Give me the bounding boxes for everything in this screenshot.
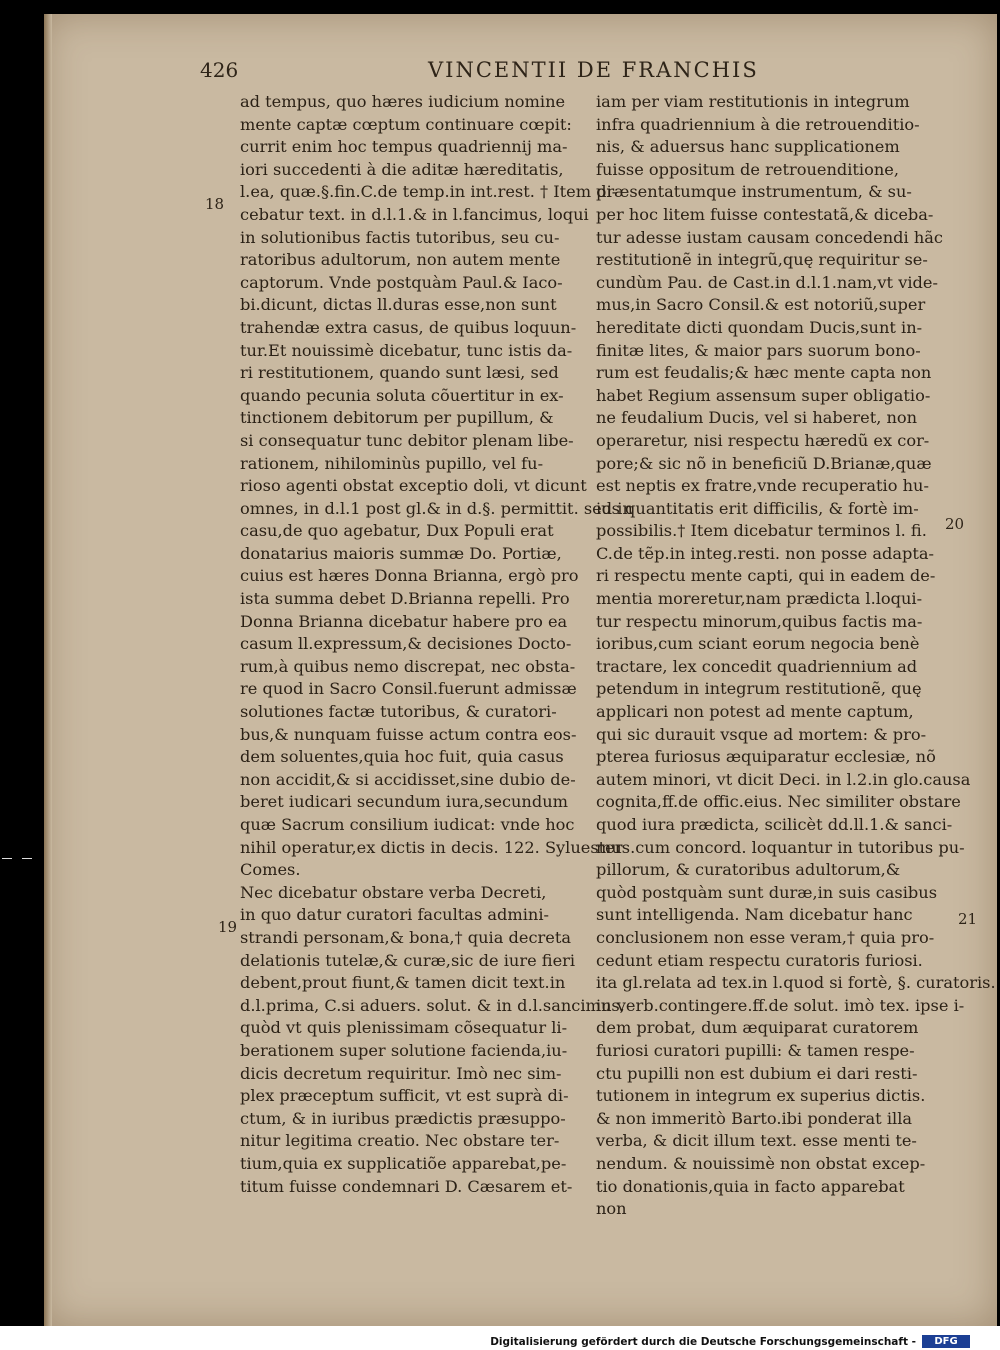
text-line: titum fuisse condemnari D. Cæsarem et- <box>240 1176 573 1196</box>
text-line: omnes, in d.l.1 post gl.& in d.§. permittit. sed in <box>240 498 633 518</box>
text-line: ita gl.relata ad tex.in l.quod si fortè, §. curatoris. <box>596 973 996 993</box>
text-line: tur adesse iustam causam concedendi hãc <box>596 227 943 247</box>
text-line: tur respectu minorum,quibus factis ma- <box>596 611 923 631</box>
text-line: restitutionẽ in integrũ,quę requiritur se- <box>596 250 928 270</box>
text-line: est neptis ex fratre,vnde recuperatio hu- <box>596 476 929 496</box>
text-line: non <box>596 1199 627 1219</box>
text-line: tinctionem debitorum per pupillum, & <box>240 408 554 428</box>
text-line: casu,de quo agebatur, Dux Populi erat <box>240 521 554 541</box>
text-line: finitæ lites, & maior pars suorum bono- <box>596 340 921 360</box>
text-line: d.l.prima, C.si aduers. solut. & in d.l.sancimus, <box>240 995 625 1015</box>
text-line: tutionem in integrum ex superius dictis. <box>596 1086 926 1106</box>
text-line: in solutionibus factis tutoribus, seu cu- <box>240 227 560 247</box>
text-line: cundùm Pau. de Cast.in d.l.1.nam,vt vide- <box>596 272 938 292</box>
running-title: VINCENTII DE FRANCHIS <box>428 58 759 82</box>
text-line: ne feudalium Ducis, vel si haberet, non <box>596 408 918 428</box>
text-line: sunt intelligenda. Nam dicebatur hanc <box>596 905 913 925</box>
text-line: pore;& sic nõ in beneficiũ D.Brianæ,quæ <box>596 453 932 473</box>
text-line: mentia moreretur,nam prædicta l.loqui- <box>596 589 923 609</box>
text-line: currit enim hoc tempus quadriennij ma- <box>240 137 568 157</box>
text-line: cognita,ff.de offic.eius. Nec similiter obstare <box>596 792 961 812</box>
text-line: cedunt etiam respectu curatoris furiosi. <box>596 950 923 970</box>
text-line: hereditate dicti quondam Ducis,sunt in- <box>596 317 923 337</box>
text-line: furiosi curatori pupilli: & tamen respe- <box>596 1040 915 1060</box>
text-line: dem soluentes,quia hoc fuit, quia casus <box>240 747 564 767</box>
text-line: verba, & dicit illum text. esse menti te- <box>596 1131 917 1151</box>
text-line: petendum in integrum restitutionẽ, quę <box>596 679 922 699</box>
text-line: ioribus,cum sciant eorum negocia benè <box>596 634 920 654</box>
footer-credit: Digitalisierung gefördert durch die Deutsche Forschungsgemeinschaft - <box>490 1336 916 1348</box>
text-line: Comes. <box>240 860 301 880</box>
text-line: mente captæ cœptum continuare cœpit: <box>240 114 572 134</box>
text-line: iam per viam restitutionis in integrum <box>596 92 910 111</box>
text-line: quòd vt quis plenissimam cõsequatur li- <box>240 1018 568 1038</box>
text-line: tium,quia ex supplicatiõe apparebat,pe- <box>240 1153 567 1173</box>
text-line: ad tempus, quo hæres iudicium nomine <box>240 92 566 111</box>
marginal-number: 19 <box>218 918 238 936</box>
text-line: in quo datur curatori facultas admini- <box>240 905 549 925</box>
left-text-column <box>240 91 633 1198</box>
text-line: fuisse oppositum de retrouenditione, <box>596 159 900 179</box>
page-number: 426 <box>200 58 239 82</box>
text-line: mus,in Sacro Consil.& est notoriũ,super <box>596 295 926 315</box>
text-line: tio donationis,quia in facto apparebat <box>596 1176 905 1196</box>
text-line: donatarius maioris summæ Do. Portiæ, <box>240 543 562 563</box>
text-line: rationem, nihilominùs pupillo, vel fu- <box>240 453 544 473</box>
text-line: rum est feudalis;& hæc mente capta non <box>596 363 932 383</box>
text-line: bi.dicunt, dictas ll.duras esse,non sunt <box>240 295 557 315</box>
text-line: dem probat, dum æquiparat curatorem <box>596 1018 919 1038</box>
text-line: cebatur text. in d.l.1.& in l.fancimus, loqui <box>240 204 589 224</box>
marginal-number: 20 <box>945 515 965 533</box>
page-binding-edge <box>44 14 52 1326</box>
text-line: dicis decretum requiritur. Imò nec sim- <box>240 1063 562 1083</box>
text-line: nitur legitima creatio. Nec obstare ter- <box>240 1131 560 1151</box>
text-line: habet Regium assensum super obligatio- <box>596 385 931 405</box>
marginal-number: 21 <box>958 910 978 928</box>
text-line: per hoc litem fuisse contestatã,& diceba- <box>596 204 934 224</box>
text-line: & non immeritò Barto.ibi ponderat illa <box>596 1108 913 1128</box>
text-line: mus.cum concord. loquantur in tutoribus pu- <box>596 837 965 857</box>
text-line: nihil operatur,ex dictis in decis. 122. Syluester <box>240 837 623 857</box>
text-line: non accidit,& si accidisset,sine dubio de- <box>240 769 576 789</box>
text-line: beret iudicari secundum iura,secundum <box>240 792 568 812</box>
text-line: l.ea, quæ.§.fin.C.de temp.in int.rest. † Item di- <box>240 182 618 202</box>
text-line: operaretur, nisi respectu hæredũ ex cor- <box>596 430 930 450</box>
text-line: applicari non potest ad mente captum, <box>596 702 914 722</box>
text-line: ratoribus adultorum, non autem mente <box>240 250 561 270</box>
text-line: ius quantitatis erit difficilis, & fortè im- <box>596 498 919 518</box>
text-line: re quod in Sacro Consil.fuerunt admissæ <box>240 679 577 699</box>
text-line: quòd postquàm sunt duræ,in suis casibus <box>596 882 937 902</box>
text-line: bus,& nunquam fuisse actum contra eos- <box>240 724 577 744</box>
text-line: plex præceptum sufficit, vt est suprà di- <box>240 1086 569 1106</box>
text-line: berationem super solutione facienda,iu- <box>240 1040 568 1060</box>
text-line: præsentatumque instrumentum, & su- <box>596 182 912 202</box>
text-line: cuius est hæres Donna Brianna, ergò pro <box>240 566 579 586</box>
margin-mark <box>22 858 32 859</box>
text-line: iori succedenti à die aditæ hæreditatis, <box>240 159 564 179</box>
text-line: captorum. Vnde postquàm Paul.& Iaco- <box>240 272 563 292</box>
text-line: qui sic durauit vsque ad mortem: & pro- <box>596 724 927 744</box>
text-line: in verb.contingere.ff.de solut. imò tex. ipse i- <box>596 995 965 1015</box>
text-line: infra quadriennium à die retrouenditio- <box>596 114 920 134</box>
text-line: rioso agenti obstat exceptio doli, vt dicunt <box>240 476 587 496</box>
margin-mark <box>2 858 12 859</box>
text-line: pterea furiosus æquiparatur ecclesiæ, nõ <box>596 747 936 767</box>
text-line: quando pecunia soluta cõuertitur in ex- <box>240 385 564 405</box>
marginal-number: 18 <box>205 195 225 213</box>
text-line: quod iura prædicta, scilicèt dd.ll.1.& sanci- <box>596 815 953 834</box>
text-line: ctu pupilli non est dubium ei dari resti- <box>596 1063 918 1083</box>
text-line: ctum, & in iuribus prædictis præsuppo- <box>240 1108 566 1128</box>
text-line: rum,à quibus nemo discrepat, nec obsta- <box>240 656 576 676</box>
text-line: debent,prout fiunt,& tamen dicit text.in <box>240 973 566 993</box>
text-line: possibilis.† Item dicebatur terminos l. fi. <box>596 521 927 541</box>
text-line: si consequatur tunc debitor plenam libe- <box>240 430 574 450</box>
dfg-logo: DFG <box>922 1335 970 1348</box>
text-line: pillorum, & curatoribus adultorum,& <box>596 860 901 880</box>
text-line: tractare, lex concedit quadriennium ad <box>596 656 918 676</box>
text-line: nis, & aduersus hanc supplicationem <box>596 137 900 157</box>
text-line: C.de tẽp.in integ.resti. non posse adapta- <box>596 543 935 563</box>
text-line: delationis tutelæ,& curæ,sic de iure fieri <box>240 950 576 970</box>
text-line: strandi personam,& bona,† quia decreta <box>240 927 571 947</box>
text-line: ri restitutionem, quando sunt læsi, sed <box>240 363 559 383</box>
text-line: Donna Brianna dicebatur habere pro ea <box>240 611 568 631</box>
text-line: casum ll.expressum,& decisiones Docto- <box>240 634 572 654</box>
text-line: tur.Et nouissimè dicebatur, tunc istis da- <box>240 340 573 360</box>
text-line: conclusionem non esse veram,† quia pro- <box>596 927 935 947</box>
text-line: nendum. & nouissimè non obstat excep- <box>596 1153 926 1173</box>
text-line: autem minori, vt dicit Deci. in l.2.in glo.causa <box>596 769 971 789</box>
text-line: quæ Sacrum consilium iudicat: vnde hoc <box>240 815 575 834</box>
text-line: solutiones factæ tutoribus, & curatori- <box>240 702 557 722</box>
text-line: ri respectu mente capti, qui in eadem de- <box>596 566 936 586</box>
text-line: trahendæ extra casus, de quibus loquun- <box>240 317 577 337</box>
text-line: ista summa debet D.Brianna repelli. Pro <box>240 589 570 609</box>
text-line: Nec dicebatur obstare verba Decreti, <box>240 882 547 902</box>
